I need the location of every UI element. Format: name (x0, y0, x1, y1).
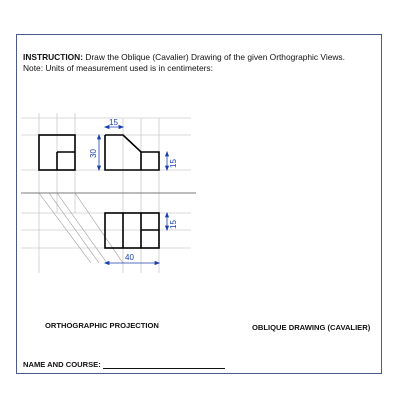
dim-15-top: 15 (109, 118, 118, 127)
dim-15-plan: 15 (169, 220, 178, 229)
instruction-prefix: INSTRUCTION: (23, 52, 84, 62)
name-course-field[interactable] (103, 360, 225, 369)
instruction-body: Draw the Oblique (Cavalier) Drawing of the given Orthographic Views. Note: Units of measurement used is in centimeters: (23, 52, 345, 73)
name-course-row (23, 360, 225, 369)
instruction-text (23, 52, 363, 74)
dim-15-right: 15 (169, 159, 178, 168)
miter-lines (39, 193, 123, 263)
side-view (105, 135, 159, 170)
worksheet-frame (16, 34, 382, 374)
plan-view (105, 213, 159, 248)
dim-40: 40 (125, 253, 134, 262)
orthographic-projection-label: ORTHOGRAPHIC PROJECTION (45, 321, 159, 330)
oblique-drawing-label: OBLIQUE DRAWING (CAVALIER) (252, 323, 371, 332)
dim-30: 30 (89, 149, 98, 158)
name-course-label: NAME AND COURSE: (23, 360, 101, 369)
orthographic-figure (21, 113, 196, 291)
dimension-lines (98, 126, 169, 265)
